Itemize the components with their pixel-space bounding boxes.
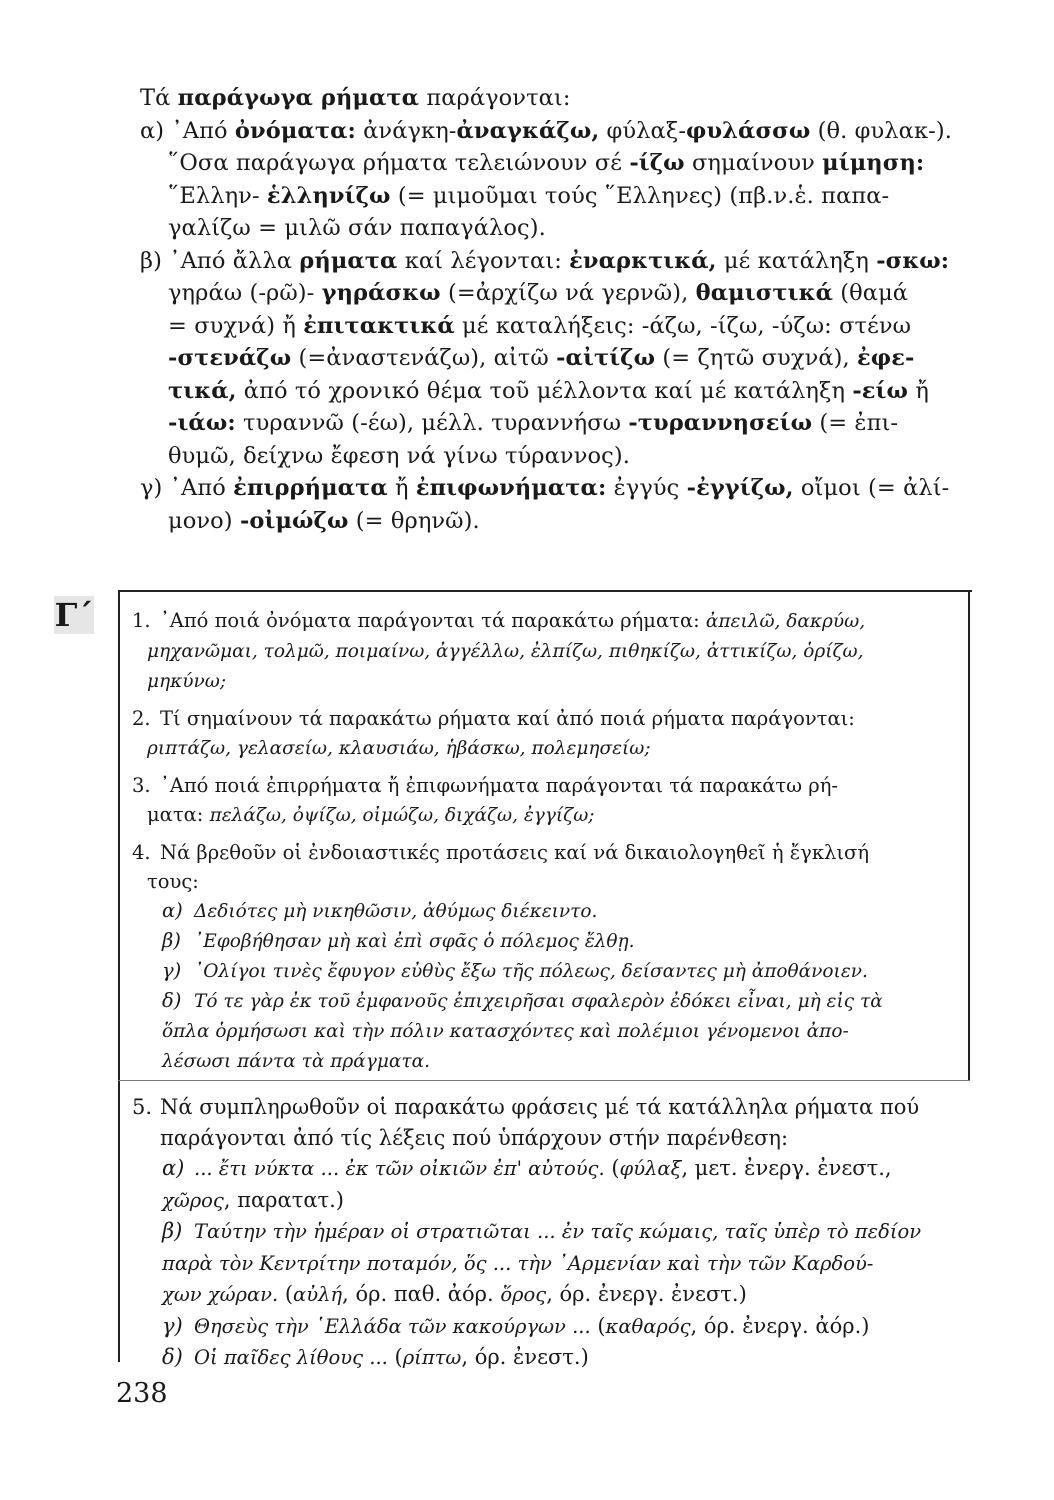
paragraph-a-line2: ῞Οσα παράγωγα ρήματα τελειώνουν σέ -ίζω σημαίνουν μίμηση: [168, 150, 925, 176]
exercise-5-a: α) ... ἔτι νύκτα ... ἐκ τῶν οἰκιῶν ἐπ' αὐτούς. (φύλαξ, μετ. ἐνεργ. ἐνεστ., [162, 1156, 892, 1180]
exercises-frame-right-rule [968, 590, 970, 1080]
paragraph-b-line4: -στενάζω (=ἀναστενάζω), αἰτῶ -αἰτίζω (= ζητῶ συχνά), ἐφε- [168, 345, 915, 371]
exercise-4-d: δ) Τό τε γὰρ ἐκ τοῦ ἐμφανοῦς ἐπιχειρῆσαι σφαλερὸν ἐδόκει εἶναι, μὴ εἰς τὰ [162, 989, 883, 1012]
exercises-marker: Γ΄ [54, 596, 94, 634]
paragraph-b-line7: θυμῶ, δείχνω ἔφεση νά γίνω τύραννος). [168, 442, 630, 469]
page-number: 238 [116, 1378, 168, 1409]
paragraph-b-line6: -ιάω: τυραννῶ (-έω), μέλλ. τυραννήσω -τυραννησείω (= ἐπι- [168, 410, 899, 436]
exercise-4-a: α) Δεδιότες μὴ νικηθῶσιν, ἀθύμως διέκειντο. [162, 899, 598, 922]
exercise-4: 4. Νά βρεθοῦν οἱ ἐνδοιαστικές προτάσεις καί νά δικαιολογηθεῖ ἡ ἔγκλισή τους: α) Δεδιότες μὴ νικηθῶσιν, ἀθύμως διέκειντο. β) ᾿Εφοβήθησαν μὴ καὶ ἐπὶ σφᾶς ὁ πόλεμος ἔλθῃ. γ) ᾿Ολίγοι τινὲς ἔφυγον εὐθὺς ἔξω τῆς πόλεως, δείσαντες μὴ ἀποθάνοιεν. δ) Τό τε γὰρ ἐκ τοῦ ἐμφανοῦς ἐπιχειρῆσαι σφαλερὸν ἐδόκει εἶναι, μὴ εἰς τὰ ὅπλα ὁρμήσωσι καὶ τὴν πόλιν κατασχόντες καὶ πολέμιοι γένομενοι ἀπο- λέσωσι πάντα τὰ πράγματα. [132, 838, 962, 1076]
paragraph-c-line2: μονο) -οἰμώζω (= θρηνῶ). [168, 507, 480, 534]
exercise-2: 2. Τί σημαίνουν τά παρακάτω ρήματα καί ἀπό ποιά ρήματα παράγονται: ριπτάζω, γελασείω, κλαυσιάω, ἡβάσκω, πολεμησείω; [132, 707, 855, 759]
paragraph-a-line1: α) ᾿Από ὀνόματα: ἀνάγκη-ἀναγκάζω, φύλαξ-φυλάσσω (θ. φυλακ-). [140, 117, 952, 144]
exercise-5-d: δ) Οἱ παῖδες λίθους ... (ρίπτω, όρ. ἐνεστ.) [162, 1345, 589, 1369]
paragraph-b-line3: = συχνά) ἤ ἐπιτακτικά μέ καταλήξεις: -άζω, -ίζω, -ύζω: στένω [168, 312, 912, 339]
paragraph-a-line3: ῞Ελλην- ἑλληνίζω (= μιμοῦμαι τούς ῞Ελληνες) (πβ.ν.ἑ. παπα- [168, 182, 890, 209]
paragraph-b-line5: τικά, ἀπό τό χρονικό θέμα τοῦ μέλλοντα καί μέ κατάληξη -είω ἤ [168, 377, 929, 404]
paragraph-b-line2: γηράω (-ρῶ)- γηράσκω (=ἀρχίζω νά γερνῶ), θαμιστικά (θαμά [168, 280, 909, 306]
section-heading: Τά παράγωγα ρήματα παράγονται: [140, 85, 571, 111]
exercise-1: 1. ᾿Από ποιά ὀνόματα παράγονται τά παρακάτω ρήματα: ἀπειλῶ, δακρύω, μηχανῶμαι, τολμῶ, ποιμαίνω, ἀγγέλλω, ἐλπίζω, πιθηκίζω, ἀττικίζω, ὁρίζω, μηκύνω; [132, 609, 866, 692]
exercise-3: 3. ᾿Από ποιά ἐπιρρήματα ἤ ἐπιφωνήματα παράγονται τά παρακάτω ρή- ματα: πελάζω, ὀψίζω, οἰμώζω, διχάζω, ἐγγίζω; [132, 774, 838, 826]
exercise-5-b: β) Ταύτην τὴν ἡμέραν οἱ στρατιῶται ... ἐν ταῖς κώμαις, ταῖς ὑπὲρ τὸ πεδίον [162, 1219, 922, 1243]
paragraph-a-line4: γαλίζω = μιλῶ σάν παπαγάλος). [168, 215, 546, 241]
exercises-list [132, 606, 962, 1084]
exercise-4-c: γ) ᾿Ολίγοι τινὲς ἔφυγον εὐθὺς ἔξω τῆς πόλεως, δείσαντες μὴ ἀποθάνοιεν. [162, 959, 868, 982]
paragraph-c-line1: γ) ᾿Από ἐπιρρήματα ἤ ἐπιφωνήματα: ἐγγύς -ἐγγίζω, οἴμοι (= ἀλί- [140, 475, 950, 501]
exercise-4-b: β) ᾿Εφοβήθησαν μὴ καὶ ἐπὶ σφᾶς ὁ πόλεμος ἔλθῃ. [162, 929, 635, 952]
paragraph-b-line1: β) ᾿Από ἄλλα ρήματα καί λέγονται: ἐναρκτικά, μέ κατάληξη -σκω: [140, 247, 950, 274]
exercise-5: 5. Νά συμπληρωθοῦν οἱ παρακάτω φράσεις μέ τά κατάλληλα ρήματα πού παράγονται ἀπό τίς λέξεις πού ὑπάρχουν στήν παρένθεση: α) ... ἔτι νύκτα ... ἐκ τῶν οἰκιῶν ἐπ' αὐτούς. (φύλαξ, μετ. ἐνεργ. ἐνεστ., χῶρος, παρατατ.) β) Ταύτην τὴν ἡμέραν οἱ στρατιῶται ... ἐν ταῖς κώμαις, ταῖς ὑπὲρ τὸ πεδίον παρὰ τὸν Κεντρίτην ποταμόν, ὅς ... τὴν ᾿Αρμενίαν καὶ τὴν τῶν Καρδού- χων χώραν. (αὐλή, όρ. παθ. ἀόρ. ὅρος, όρ. ἐνεργ. ἐνεστ.) γ) Θησεὺς τὴν ῾Ελλάδα τῶν κακούργων ... (καθαρός, όρ. ἐνεργ. ἀόρ.) δ) Οἱ παῖδες λίθους ... (ρίπτω, όρ. ἐνεστ.) [132, 1092, 962, 1374]
exercise-5-c: γ) Θησεὺς τὴν ῾Ελλάδα τῶν κακούργων ... (καθαρός, όρ. ἐνεργ. ἀόρ.) [162, 1313, 870, 1338]
grammar-section [140, 82, 970, 537]
